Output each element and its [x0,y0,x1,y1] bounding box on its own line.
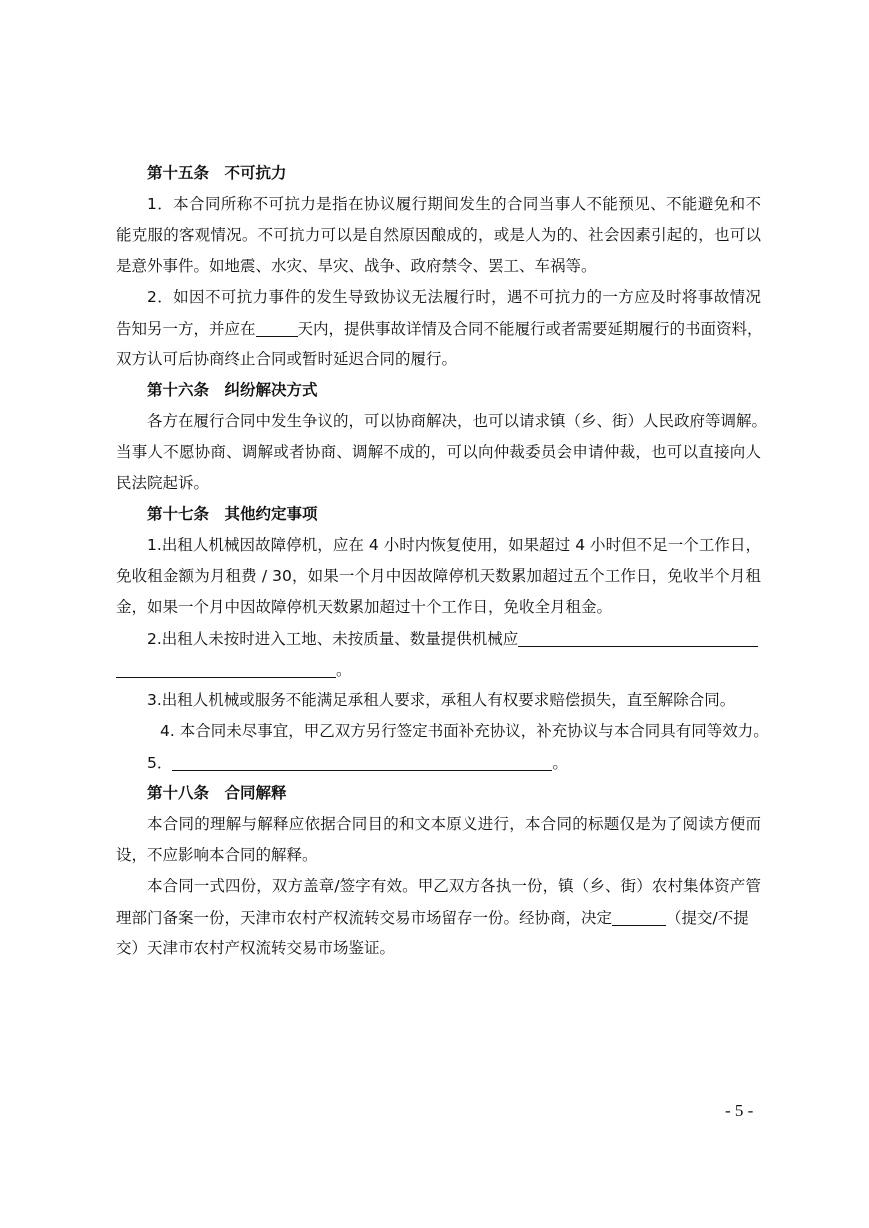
item5-blank [172,750,552,771]
article-15-para2-line1: 2．如因不可抗力事件的发生导致协议无法履行时，遇不可抗力的一方应及时将事故情况 [147,288,761,306]
article-18-para2-line2 [116,902,761,933]
article-15-para2-line2-start: 告知另一方，并应在 [116,320,256,338]
article-15-para2-line2 [116,313,761,344]
article-18-para2-line3: 交）天津市农村产权流转交易市场鉴证。 [116,939,396,957]
article-15-para1-line1: 1．本合同所称不可抗力是指在协议履行期间发生的合同当事人不能预见、不能避免和不 [147,195,761,213]
article-17-item2-text: 2.出租人未按时进入工地、未按质量、数量提供机械应 [147,630,519,648]
article-17-item5-end: 。 [552,754,568,772]
article-15-para1-line3: 是意外事件。如地震、水灾、旱灾、战争、政府禁令、罢工、车祸等。 [116,257,597,275]
article-16-line3: 民法院起诉。 [116,474,210,492]
article-18-para1-line1: 本合同的理解与解释应依据合同目的和文本原义进行，本合同的标题仅是为了阅读方便而 [147,815,761,833]
days-blank [256,316,298,337]
article-17-item3: 3.出租人机械或服务不能满足承租人要求，承租人有权要求赔偿损失，直至解除合同。 [147,691,736,709]
submit-choice-blank [612,905,666,926]
article-18-para2-line2-end: （提交/不提 [666,909,749,927]
article-17-item5-label: 5． [147,754,173,772]
article-18-heading: 第十八条 合同解释 [147,784,287,802]
article-17-item1-line3: 金，如果一个月中因故障停机天数累加超过十个工作日，免收全月租金。 [116,598,613,616]
item2-blank-2 [116,657,336,678]
article-15-para1-line2: 能克服的客观情况。不可抗力可以是自然原因酿成的，或是人为的、社会因素引起的，也可以 [116,226,761,244]
article-15-heading: 第十五条 不可抗力 [147,164,287,182]
article-17-item4: 4. 本合同未尽事宜，甲乙双方另行签定书面补充协议，补充协议与本合同具有同等效力。 [160,722,769,740]
article-17-item1-line2: 免收租金额为月租费 / 30，如果一个月中因故障停机天数累加超过五个工作日，免收半个月租 [116,567,761,585]
page-number: - 5 - [725,1101,754,1120]
article-17-item2-line2 [116,654,761,685]
article-17-item2-end: 。 [336,661,352,679]
article-16-line2: 当事人不愿协商、调解或者协商、调解不成的，可以向仲裁委员会申请仲裁，也可以直接向人 [116,443,761,461]
article-16-line1: 各方在履行合同中发生争议的，可以协商解决，也可以请求镇（乡、街）人民政府等调解。 [147,412,768,430]
article-18-para2-line1: 本合同一式四份，双方盖章/签字有效。甲乙双方各执一份，镇（乡、街）农村集体资产管 [147,877,761,895]
article-15-para2-line2-end: 天内，提供事故详情及合同不能履行或者需要延期履行的书面资料， [297,320,763,338]
article-17-item2-line1 [116,623,761,654]
article-17-heading: 第十七条 其他约定事项 [147,505,318,523]
item2-blank-1 [518,626,758,647]
document-body [116,158,769,964]
article-17-item1-line1: 1.出租人机械因故障停机，应在 4 小时内恢复使用，如果超过 4 小时但不足一个工作日， [147,536,761,554]
article-18-para2-line2-start: 理部门备案一份，天津市农村产权流转交易市场留存一份。经协商，决定 [116,909,613,927]
article-18-para1-line2: 设，不应影响本合同的解释。 [116,846,318,864]
article-15-para2-line3: 双方认可后协商终止合同或暂时延迟合同的履行。 [116,350,458,368]
article-17-item5 [116,747,761,778]
article-16-heading: 第十六条 纠纷解决方式 [147,381,318,399]
